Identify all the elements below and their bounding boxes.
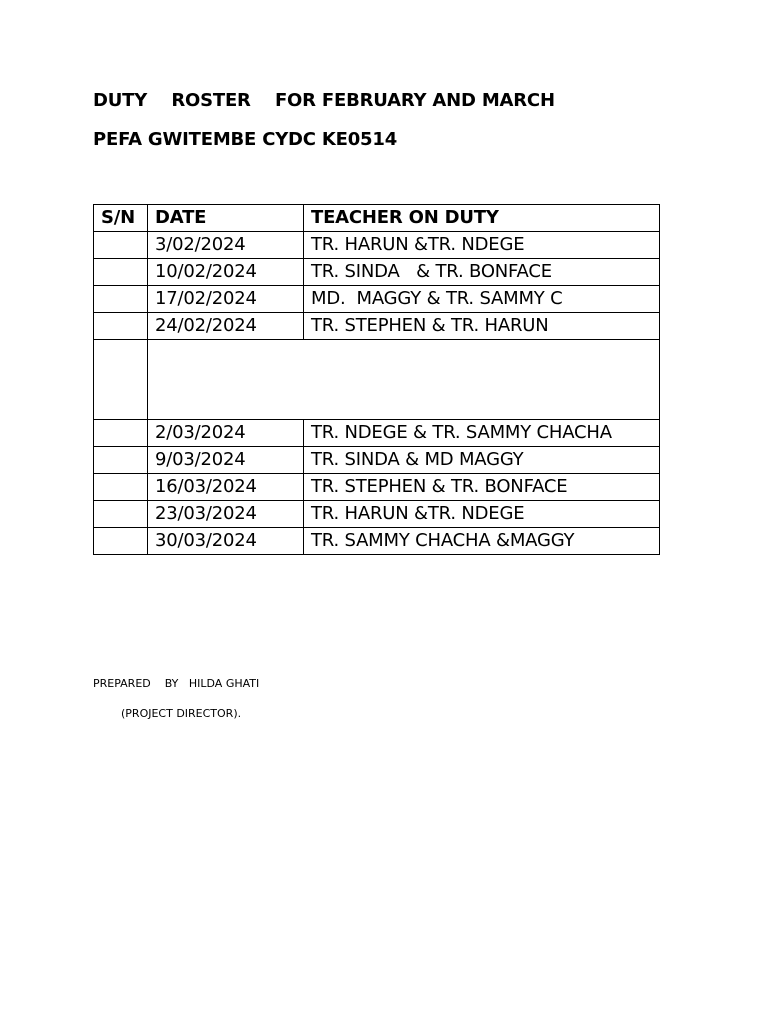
cell-teacher: TR. SAMMY CHACHA &MAGGY [304, 528, 660, 555]
cell-sn [94, 447, 148, 474]
cell-sn [94, 501, 148, 528]
cell-date: 2/03/2024 [148, 420, 304, 447]
cell-date: 23/03/2024 [148, 501, 304, 528]
cell-sn [94, 232, 148, 259]
table-row [94, 420, 660, 447]
cell-teacher: TR. HARUN &TR. NDEGE [304, 232, 660, 259]
cell-blank-merged [148, 340, 660, 420]
table-row [94, 259, 660, 286]
cell-teacher: MD. MAGGY & TR. SAMMY C [304, 286, 660, 313]
table-row [94, 474, 660, 501]
table-header-row [94, 205, 660, 232]
header-sn: S/N [94, 205, 148, 232]
cell-sn [94, 528, 148, 555]
cell-date: 17/02/2024 [148, 286, 304, 313]
prepared-by-line: PREPARED BY HILDA GHATI [93, 677, 260, 690]
preparer-role: (PROJECT DIRECTOR). [121, 707, 242, 720]
cell-date: 9/03/2024 [148, 447, 304, 474]
document-subtitle: PEFA GWITEMBE CYDC KE0514 [93, 129, 398, 150]
table-spacer-row [94, 340, 660, 420]
cell-date: 3/02/2024 [148, 232, 304, 259]
cell-sn [94, 259, 148, 286]
cell-date: 30/03/2024 [148, 528, 304, 555]
cell-sn-blank [94, 340, 148, 420]
table-row [94, 528, 660, 555]
cell-sn [94, 474, 148, 501]
duty-roster-table [93, 204, 660, 555]
document-title: DUTY ROSTER FOR FEBRUARY AND MARCH [93, 90, 555, 111]
table-row [94, 286, 660, 313]
cell-teacher: TR. STEPHEN & TR. HARUN [304, 313, 660, 340]
cell-sn [94, 420, 148, 447]
table-row [94, 501, 660, 528]
cell-teacher: TR. SINDA & TR. BONFACE [304, 259, 660, 286]
cell-sn [94, 313, 148, 340]
cell-date: 16/03/2024 [148, 474, 304, 501]
cell-teacher: TR. HARUN &TR. NDEGE [304, 501, 660, 528]
cell-date: 24/02/2024 [148, 313, 304, 340]
cell-teacher: TR. STEPHEN & TR. BONFACE [304, 474, 660, 501]
table-row [94, 313, 660, 340]
table-row [94, 447, 660, 474]
cell-sn [94, 286, 148, 313]
cell-teacher: TR. NDEGE & TR. SAMMY CHACHA [304, 420, 660, 447]
cell-teacher: TR. SINDA & MD MAGGY [304, 447, 660, 474]
header-date: DATE [148, 205, 304, 232]
header-teacher: TEACHER ON DUTY [304, 205, 660, 232]
cell-date: 10/02/2024 [148, 259, 304, 286]
table-row [94, 232, 660, 259]
